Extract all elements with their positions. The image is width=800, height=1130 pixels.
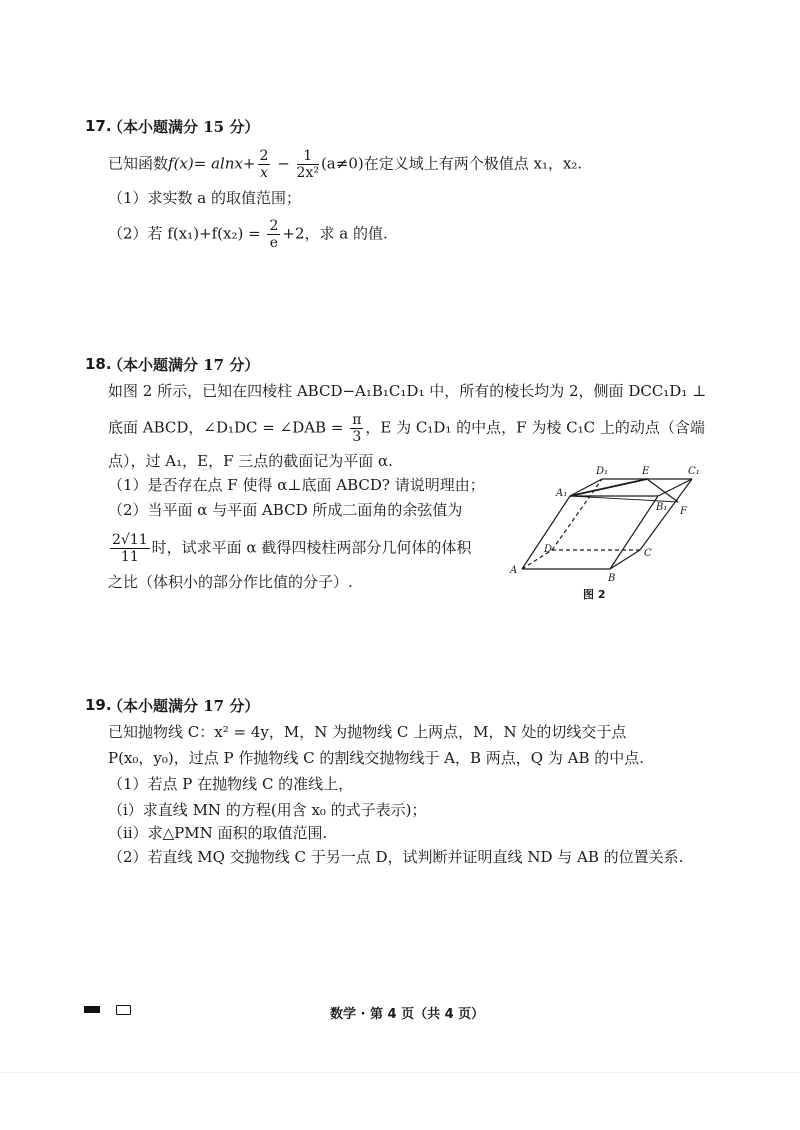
label-D: D [544, 544, 553, 555]
q17-header: （本小题满分 15 分） [108, 118, 260, 136]
q19-part1: （1）若点 P 在抛物线 C 的准线上， [108, 775, 354, 793]
q18-line1: 如图 2 所示，已知在四棱柱 ABCD−A₁B₁C₁D₁ 中，所有的棱长均为 2，侧面 DCC₁D₁ ⊥ [108, 382, 707, 400]
edge-A1D1 [570, 479, 602, 496]
q18-number: 18. [85, 355, 112, 373]
edge-AA1 [522, 496, 570, 569]
page-edge [0, 1072, 800, 1073]
q19-part1-ii: （ⅱ）求△PMN 面积的取值范围. [108, 824, 328, 842]
q19-line2: P(x₀，y₀)，过点 P 作抛物线 C 的割线交抛物线于 A，B 两点，Q 为 AB 的中点. [108, 749, 645, 767]
prism-figure [506, 462, 706, 612]
q18-part1: （1）是否存在点 F 使得 α⊥底面 ABCD? 请说明理由； [108, 476, 485, 494]
q18-part2-a: （2）当平面 α 与平面 ABCD 所成二面角的余弦值为 [108, 501, 463, 519]
edge-EF [647, 479, 678, 502]
label-F: F [680, 506, 687, 517]
q17-stem: 已知函数f(x)= alnx+ $\frac{2}{x}$ − $\frac{1}{\text{2x²}}$ (a≠0)在定义域上有两个极值点 x₁，x₂. [108, 148, 583, 181]
figure-caption: 图 2 [583, 588, 606, 601]
label-C: C [644, 548, 652, 559]
q18-header: （本小题满分 17 分） [108, 356, 260, 374]
q18-line2: 底面 ABCD，∠D₁DC = ∠DAB = $\frac{\pi}{3}$ ，E 为 C₁D₁ 的中点，F 为棱 C₁C 上的动点（含端 [108, 412, 705, 445]
label-B: B [608, 573, 616, 584]
q17-part2: （2）若 f(x₁)+f(x₂) = $\frac{2}{e}$ +2，求 a 的值. [108, 218, 388, 251]
label-A: A [510, 565, 518, 576]
q18-line3: 点），过 A₁，E，F 三点的截面记为平面 α. [108, 452, 393, 470]
q19-part1-i: （ⅰ）求直线 MN 的方程(用含 x₀ 的式子表示)； [108, 801, 427, 819]
page-footer: 数学 · 第 4 页（共 4 页） [330, 1007, 485, 1022]
label-D1: D₁ [596, 466, 609, 477]
label-A1: A₁ [556, 488, 568, 499]
q18-part2-c: 之比（体积小的部分作比值的分子）. [108, 573, 353, 591]
registration-mark-hollow [116, 1005, 131, 1015]
q19-header: （本小题满分 17 分） [108, 697, 260, 715]
edge-A1E [570, 479, 647, 496]
q17-part1: （1）求实数 a 的取值范围； [108, 189, 302, 207]
label-C1: C₁ [688, 466, 700, 477]
registration-mark-solid [84, 1006, 100, 1013]
label-B1: B₁ [656, 502, 668, 513]
q19-line1: 已知抛物线 C：x² = 4y，M，N 为抛物线 C 上两点，M，N 处的切线交于点 [108, 723, 627, 741]
edge-BC [610, 550, 640, 569]
q19-part2: （2）若直线 MQ 交抛物线 C 于另一点 D，试判断并证明直线 ND 与 AB 的位置关系. [108, 848, 684, 866]
label-E: E [642, 466, 650, 477]
q18-part2-b: $\frac{2√11}{11}$ 时，试求平面 α 截得四棱柱两部分几何体的体积 [112, 532, 472, 565]
q17-number: 17. [85, 117, 112, 135]
q19-number: 19. [85, 696, 112, 714]
edge-B1C1 [658, 479, 692, 496]
